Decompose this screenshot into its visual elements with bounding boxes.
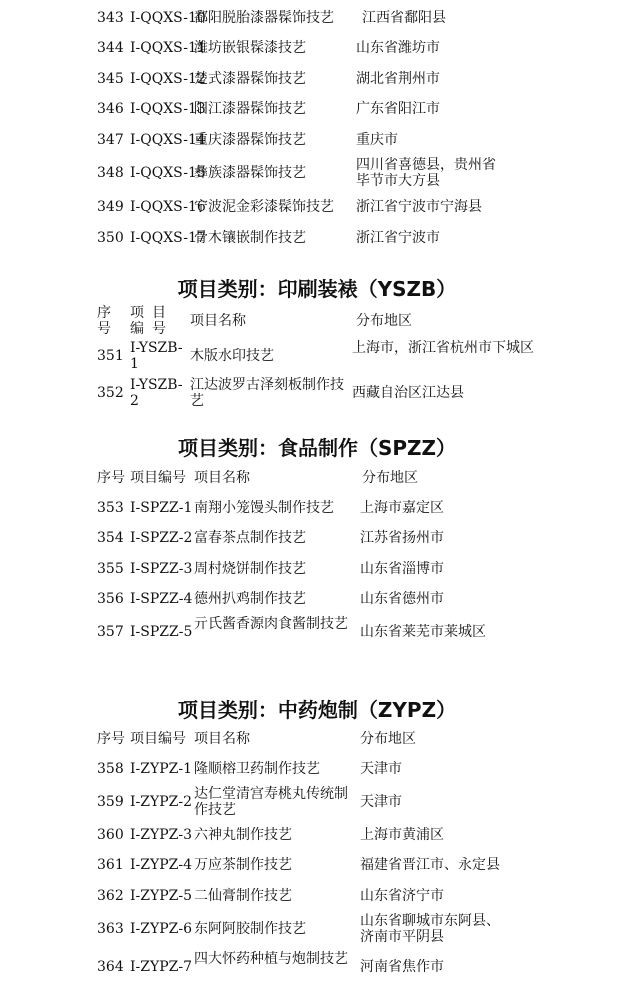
row-code: Ⅰ-SPZZ-5 — [130, 624, 193, 640]
row-code: Ⅰ-ZYPZ-5 — [130, 888, 193, 904]
row-name: 彝族漆器髹饰技艺 — [194, 165, 306, 181]
row-code: Ⅰ-QQXS-14 — [130, 132, 206, 148]
row-number: 357 — [97, 624, 124, 640]
row-name: 阳江漆器髹饰技艺 — [194, 101, 306, 117]
row-code: Ⅰ-QQXS-13 — [130, 101, 206, 117]
row-name: 鄱阳脱胎漆器髹饰技艺 — [194, 10, 334, 26]
row-number: 363 — [97, 921, 124, 937]
row-number: 344 — [97, 40, 124, 56]
row-name: 潍坊嵌银髹漆技艺 — [194, 40, 306, 56]
row-area: 江苏省扬州市 — [360, 530, 444, 546]
row-area: 天津市 — [360, 794, 402, 810]
row-number: 349 — [97, 199, 124, 215]
header-area: 分布地区 — [362, 470, 418, 486]
row-number: 347 — [97, 132, 124, 148]
row-name: 隆顺榕卫药制作技艺 — [194, 761, 320, 777]
row-number: 355 — [97, 561, 124, 577]
header-name: 项目名称 — [190, 313, 246, 329]
row-code: Ⅰ-YSZB-1 — [130, 340, 183, 372]
row-name: 四大怀药种植与炮制技艺 — [194, 951, 348, 967]
row-area: 重庆市 — [356, 132, 398, 148]
header-number: 序号 — [97, 305, 111, 337]
row-name: 二仙膏制作技艺 — [194, 888, 292, 904]
row-area: 上海市黄浦区 — [360, 827, 444, 843]
row-number: 348 — [97, 165, 124, 181]
row-number: 354 — [97, 530, 124, 546]
row-number: 356 — [97, 591, 124, 607]
row-code: Ⅰ-QQXS-17 — [130, 230, 206, 246]
row-name: 南翔小笼馒头制作技艺 — [194, 500, 334, 516]
row-code: Ⅰ-ZYPZ-7 — [130, 959, 193, 975]
row-number: 359 — [97, 794, 124, 810]
row-area: 山东省淄博市 — [360, 561, 444, 577]
row-area: 上海市，浙江省杭州市下城区 — [352, 340, 534, 356]
section-title: 项目类别：印刷装裱（YSZB） — [177, 277, 457, 301]
row-name: 六神丸制作技艺 — [194, 827, 292, 843]
row-area: 山东省聊城市东阿县、济南市平阴县 — [360, 913, 500, 945]
row-number: 351 — [97, 348, 124, 364]
row-code: Ⅰ-QQXS-12 — [130, 71, 206, 87]
row-name: 楚式漆器髹饰技艺 — [194, 71, 306, 87]
header-code: 项目编号 — [130, 470, 186, 486]
header-code: 项目编号 — [130, 305, 174, 337]
row-area: 天津市 — [360, 761, 402, 777]
row-area: 河南省焦作市 — [360, 959, 444, 975]
row-number: 361 — [97, 857, 124, 873]
row-code: Ⅰ-SPZZ-2 — [130, 530, 193, 546]
row-name: 骨木镶嵌制作技艺 — [194, 230, 306, 246]
row-number: 353 — [97, 500, 124, 516]
row-number: 350 — [97, 230, 124, 246]
row-code: Ⅰ-ZYPZ-6 — [130, 921, 193, 937]
row-code: Ⅰ-QQXS-15 — [130, 165, 206, 181]
row-area: 福建省晋江市、永定县 — [360, 857, 500, 873]
row-code: Ⅰ-ZYPZ-4 — [130, 857, 193, 873]
row-name: 宁波泥金彩漆髹饰技艺 — [194, 199, 334, 215]
row-area: 浙江省宁波市宁海县 — [356, 199, 482, 215]
header-code: 项目编号 — [130, 731, 186, 747]
row-code: Ⅰ-SPZZ-4 — [130, 591, 193, 607]
row-name: 达仁堂清宫寿桃丸传统制作技艺 — [194, 786, 348, 818]
row-area: 西藏自治区江达县 — [352, 385, 464, 401]
row-number: 362 — [97, 888, 124, 904]
header-area: 分布地区 — [356, 313, 412, 329]
row-name: 富春茶点制作技艺 — [194, 530, 306, 546]
header-name: 项目名称 — [194, 470, 250, 486]
row-area: 上海市嘉定区 — [360, 500, 444, 516]
row-area: 山东省德州市 — [360, 591, 444, 607]
row-number: 346 — [97, 101, 124, 117]
row-code: Ⅰ-YSZB-2 — [130, 377, 183, 409]
row-code: Ⅰ-ZYPZ-1 — [130, 761, 193, 777]
row-area: 广东省阳江市 — [356, 101, 440, 117]
row-name: 重庆漆器髹饰技艺 — [194, 132, 306, 148]
row-name: 江达波罗古泽刻板制作技艺 — [190, 377, 344, 409]
row-area: 山东省潍坊市 — [356, 40, 440, 56]
header-name: 项目名称 — [194, 731, 250, 747]
header-number: 序号 — [97, 470, 125, 486]
row-number: 345 — [97, 71, 124, 87]
row-code: Ⅰ-QQXS-10 — [130, 10, 206, 26]
row-name: 东阿阿胶制作技艺 — [194, 921, 306, 937]
row-number: 358 — [97, 761, 124, 777]
row-number: 364 — [97, 959, 124, 975]
row-area: 湖北省荆州市 — [356, 71, 440, 87]
row-name: 木版水印技艺 — [190, 348, 274, 364]
row-name: 德州扒鸡制作技艺 — [194, 591, 306, 607]
row-number: 360 — [97, 827, 124, 843]
row-name: 亓氏酱香源肉食酱制技艺 — [194, 616, 348, 632]
row-code: Ⅰ-ZYPZ-2 — [130, 794, 193, 810]
section-title: 项目类别：食品制作（SPZZ） — [177, 436, 457, 460]
row-code: Ⅰ-SPZZ-3 — [130, 561, 193, 577]
row-area: 四川省喜德县，贵州省毕节市大方县 — [356, 157, 496, 189]
row-number: 343 — [97, 10, 124, 26]
section-title: 项目类别：中药炮制（ZYPZ） — [177, 698, 457, 722]
row-number: 352 — [97, 385, 124, 401]
row-code: Ⅰ-QQXS-16 — [130, 199, 206, 215]
row-area: 江西省鄱阳县 — [362, 10, 446, 26]
row-area: 山东省莱芜市莱城区 — [360, 624, 486, 640]
row-code: Ⅰ-ZYPZ-3 — [130, 827, 193, 843]
row-area: 浙江省宁波市 — [356, 230, 440, 246]
row-name: 万应茶制作技艺 — [194, 857, 292, 873]
header-number: 序号 — [97, 731, 125, 747]
row-code: Ⅰ-SPZZ-1 — [130, 500, 193, 516]
row-area: 山东省济宁市 — [360, 888, 444, 904]
row-code: Ⅰ-QQXS-11 — [130, 40, 206, 56]
row-name: 周村烧饼制作技艺 — [194, 561, 306, 577]
header-area: 分布地区 — [360, 731, 416, 747]
